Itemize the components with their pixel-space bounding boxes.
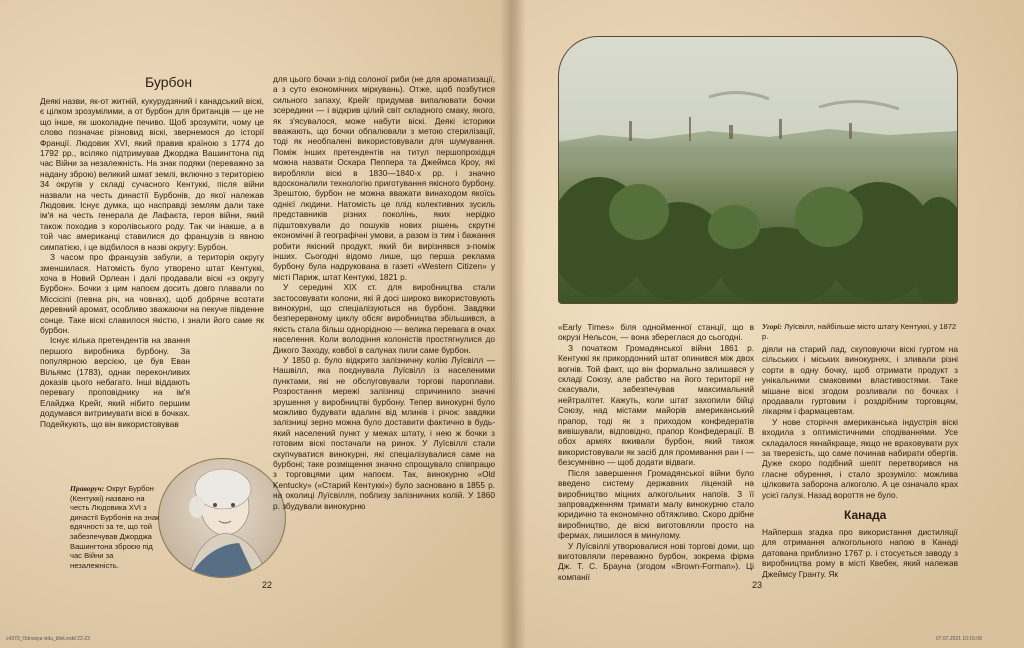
caption-label: Праворуч: <box>70 484 105 493</box>
print-slug-left: c4370_Odnosya vidu_blok.indd 22-23 <box>6 636 90 642</box>
paragraph: «Early Times» біля однойменної станції, що в окрузі Нельсон, — вона збереглася до сьогодні. <box>558 322 754 343</box>
section-heading-bourbon: Бурбон <box>145 74 193 90</box>
page-number-left: 22 <box>262 580 273 590</box>
portrait-illustration <box>159 459 285 577</box>
paragraph: Найперша згадка про використання дистиляції для отримання алкогольного напою в Канаді датована приблизно 1767 р. і стосується заводу з виробництва рому в місті Квебек, який належав Джеймсу Гранту. Як <box>762 527 958 579</box>
left-column-2 <box>273 74 495 511</box>
right-caption <box>762 322 962 341</box>
paragraph: З часом про французів забули, а територія округу зменшилася. Натомість було утворено штат Кентуккі, хоча в Новий Орлеан і далі продавали віскі «з округу Бурбон». Бочки з цим напоєм досить довго плавали по Міссісіпі (певна річ, на човнах), щоб добряче всотати деревний аромат, особливо зважаючи на пекуче південне сонце. Таке віскі славилося якістю, і знали його саме як бурбон. <box>40 252 264 335</box>
louis-xvi-portrait <box>158 458 286 578</box>
caption-text: Луїсвілл, найбільше місто штату Кентуккі, у 1872 р. <box>762 322 957 341</box>
paragraph: З початком Громадянської війни 1861 р. Кентуккі як прикордонний штат опинився між двох вогнів. Той факт, що він формально залишався у складі Союзу, але рабство на його території не скасували, забезпечував максимальний нейтралітет. Кажуть, коли штат захопили бійці Союзу, над містами майорів американський прапор, тоді як з приходом конфедератів вивішували, відповідно, прапор Конфедерації. В обох арміях вживали бурбон, який також використовували як засіб для промивання ран і — безсумнівно — щоб додати відваги. <box>558 342 754 468</box>
paragraph: діяли на старий лад, скуповуючи віскі гуртом на сільських і міських винокурнях, і зливали різні сорти в одну бочку, щоб отримати продукт з унікальними смаковими властивостями. Таке мішане віскі згодом розливали по бочках і продавали гуртовим і роздрібним торговцям, лікарям і фармацевтам. <box>762 344 958 417</box>
right-column-1 <box>558 322 754 582</box>
paragraph: для цього бочки з-під солоної риби (не для ароматизації, а з суто економічних міркувань). Отже, щоб позбутися сильного запаху, Крейг придумав випалювати бочки зсередини — і відкрив цілий світ складного смаку, якого, як з'ясувалося, може набути віскі. Деякі історики вважають, що бочки обпалювали з метою стерилізації, тоді як необпалені використовували для шумування. Поміж інших претендентів на титул першопрохідця можна назвати Оскара Пеппера та Джеймса Кроу, які виробляли віскі в 1830—1840-х рр. і значно вдосконалили технологію приготування якісного бурбону. Зрештою, бурбон не можна вважати винаходом якоїсь однієї людини. Натомість це плід колективних зусиль представників різних поколінь, яких нерідко підштовхували до пошуків нових рішень скрутні економічні й географічні умови, а разом із тим і бажання робити якісний продукт, який би вирізнявся з-поміж інших. Сьогодні відомо лише, що перша реклама бурбону була надрукована в газеті «Western Citizen» у місті Париж, штат Кентуккі, 1821 р. <box>273 74 495 282</box>
left-caption <box>70 484 160 570</box>
book-gutter <box>500 0 526 648</box>
caption-text: Округ Бурбон (Кентуккі) названо на честь Людовика XVI з династії Бурбонів на знак вдячності за те, що той забезпечував Джорджа Вашингтона зброєю під час Війни за незалежність. <box>70 484 160 570</box>
caption-label: Угорі: <box>762 322 782 331</box>
paragraph: У Луїсвіллі утворювалися нові торгові доми, що виготовляли переважно бурбон, зокрема фірма Дж. Т. С. Брауна (згодом «Brown-Forman»). Ці компанії <box>558 540 754 582</box>
city-view-illustration <box>559 37 957 303</box>
louisville-engraving <box>558 36 958 304</box>
left-column-1 <box>40 96 264 429</box>
canada-paragraph <box>762 527 958 579</box>
right-column-2 <box>762 344 958 500</box>
paragraph: Існує кілька претендентів на звання першого виробника бурбону. За популярною версією, це був Еван Вільямс (1783), однак переконливих доказів цього небагато. Інші віддають перевагу проповіднику на ім'я Елайджа Крейг, який нібито першим додумався витримувати віскі в бочках. Подейкують, що він використовував <box>40 335 190 429</box>
print-slug-right: 07.07.2021 10:15:09 <box>936 636 982 642</box>
page-number-right: 23 <box>752 580 763 590</box>
paragraph: Деякі назви, як-от житній, кукурудзяний і канадський віскі, є цілком зрозумілими, а от бурбон для британців — це не що інше, як шоколадне печиво. Щоб зрозуміти, чому це слово позначає різновид віскі, звернемося до історії Франції. Людовик XVI, який правив країною з 1774 до 1792 рр., всіляко підтримував Джорджа Вашингтона під час Війни за незалежність. На знак подяки (переважно за надану зброю) великий шмат землі, включно з територією 34 округів у складі сучасного Кентуккі, після війни назвали на честь династії Бурбонів, до якої належав Людовик. Існує думка, що насправді землям дали таке ім'я на честь генерала де Лафаєта, героя війни, який також походив з королівського роду. Так чи інакше, а в той час американці ставилися до французів із явною симпатією, і це відбилося в назві округу: Бурбон. <box>40 96 264 252</box>
paragraph: У середині XIX ст. для виробництва стали застосовувати колони, які й досі широко використовують винокурні, що спеціалізуються на бурбоні. Завдяки безперервному циклу обсяг виробництва збільшився, а якість стала більш однорідною — велика перевага в очах населення. Коли володіння колоністів простягнулися до Дикого Заходу, ковбої в салунах пили саме бурбон. <box>273 282 495 355</box>
paragraph: У 1850 р. було відкрито залізничну колію Луїсвілл — Нашвілл, яка поєднувала Луїсвілл із населеними пунктами, які не обслуговували торгові пароплави. Розростання мережі залізниці спричинило значні зрушення у виробництві бурбону. Тепер винокурні було можливо будувати вдалині від млинів і річок: завдяки залізниці зерно можна було доставити фактично в будь-який населений пункт у межах штату, і нею ж бочки з готовим віскі постачали на ринок. У Луїсвіллі стали скупчуватися винокурні, які спеціалізувалися саме на бурбоні; таке розміщення значно спрощувало співпрацю з торговцями цим напоєм. Так, винокурню «Old Kentucky» («Старий Кентуккі») було засновано в 1855 р. на околиці Луїсвілля, поблизу залізничних колій. У 1860 р. збудували винокурню <box>273 354 495 511</box>
paragraph: У нове сторіччя американська індустрія віскі входила з оптимістичними сподіваннями. Усе складалося якнайкраще, якщо не враховувати рух за тверезість, що саме починав набирати обертів. Дуже скоро подібний шепіт перетворився на гласне обурення, і стало зрозуміло: можлива цілковита заборона алкоголю. А це означало крах усієї галузі. Назад вороття не було. <box>762 416 958 500</box>
paragraph: Після завершення Громадянської війни було введено систему державних ліцензій на виробництво міцних алкогольних напоїв. З її запровадженням тримати малу винокурню стало юридично та економічно обтяжливо. Скоро дрібне виробництво, де віскі виготовляли просто на фермах, лишилося в минулому. <box>558 467 754 541</box>
section-heading-canada: Канада <box>844 508 887 522</box>
